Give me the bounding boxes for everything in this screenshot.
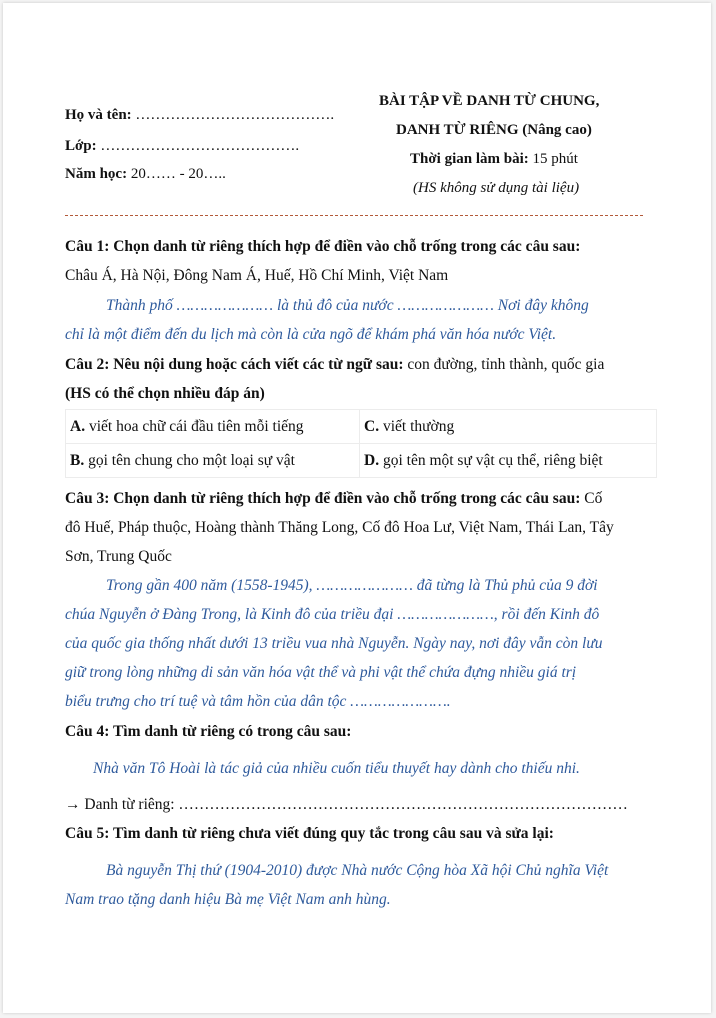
q2-option-c[interactable] xyxy=(360,410,657,444)
q4-sentence: Nhà văn Tô Hoài là tác giả của nhiều cuốn tiểu thuyết hay dành cho thiếu nhi. xyxy=(93,760,580,777)
option-letter: C. xyxy=(364,417,380,435)
class-line xyxy=(65,138,299,155)
option-letter: A. xyxy=(70,417,86,435)
q2-option-b[interactable] xyxy=(66,444,360,478)
worksheet-page xyxy=(3,3,711,1013)
option-letter: D. xyxy=(364,451,380,469)
q2-title xyxy=(65,356,604,374)
q5-title: Câu 5: Tìm danh từ riêng chưa viết đúng quy tắc trong câu sau và sửa lại: xyxy=(65,825,554,842)
year-value: 20…… - 20….. xyxy=(127,166,226,182)
q5-sentence-line1: Bà nguyễn Thị thứ (1904-2010) được Nhà nước Cộng hòa Xã hội Chủ nghĩa Việt xyxy=(106,862,609,879)
q2-option-a[interactable] xyxy=(66,410,360,444)
option-text: gọi tên chung cho một loại sự vật xyxy=(84,451,295,469)
q2-title-bold: Câu 2: Nêu nội dung hoặc cách viết các từ ngữ sau: xyxy=(65,356,404,373)
class-dots: …………………………………. xyxy=(96,138,300,154)
name-dots: …………………………………. xyxy=(131,107,335,123)
option-text: viết thường xyxy=(379,417,455,435)
class-label: Lớp: xyxy=(65,138,97,154)
q1-title: Câu 1: Chọn danh từ riêng thích hợp để điền vào chỗ trống trong các câu sau: xyxy=(65,238,581,255)
q1-passage-line1: Thành phố ………………… là thủ đô của nước ………………… Nơi đây không xyxy=(106,297,589,314)
option-text: gọi tên một sự vật cụ thể, riêng biệt xyxy=(379,451,603,469)
time-value: 15 phút xyxy=(528,151,578,167)
q2-option-d[interactable] xyxy=(360,444,657,478)
q2-options-table xyxy=(65,409,657,478)
school-year-line xyxy=(65,166,226,183)
time-label: Thời gian làm bài: xyxy=(410,151,529,167)
q4-answer-line[interactable]: → Danh từ riêng: …………………………………………………………………………… xyxy=(65,796,628,813)
name-label: Họ và tên: xyxy=(65,107,132,123)
option-text: viết hoa chữ cái đầu tiên mỗi tiếng xyxy=(85,417,304,435)
student-name-line xyxy=(65,107,334,124)
q3-passage-line5: biểu trưng cho trí tuệ và tâm hồn của dân tộc …………………. xyxy=(65,693,451,710)
q3-passage-line4: giữ trong lòng những di sản văn hóa vật thể và phi vật thể chứa đựng nhiều giá trị xyxy=(65,664,577,681)
q1-passage-line2: chỉ là một điểm đến du lịch mà còn là cửa ngõ để khám phá văn hóa nước Việt. xyxy=(65,326,557,343)
no-materials-note: (HS không sử dụng tài liệu) xyxy=(413,180,580,196)
q5-sentence-line2: Nam trao tặng danh hiệu Bà mẹ Việt Nam anh hùng. xyxy=(65,891,391,908)
year-label: Năm học: xyxy=(65,166,128,182)
option-letter: B. xyxy=(70,451,85,469)
worksheet-title-line2: DANH TỪ RIÊNG (Nâng cao) xyxy=(396,122,592,138)
q3-passage-line3: của quốc gia thống nhất dưới 13 triều vua nhà Nguyễn. Ngày nay, nơi đây vẫn còn lưu xyxy=(65,635,603,652)
time-line xyxy=(410,151,578,168)
header-divider xyxy=(65,215,643,216)
q4-title: Câu 4: Tìm danh từ riêng có trong câu sau: xyxy=(65,723,352,740)
q2-subtitle: (HS có thể chọn nhiều đáp án) xyxy=(65,385,265,402)
worksheet-title-line1: BÀI TẬP VỀ DANH TỪ CHUNG, xyxy=(379,93,600,109)
q3-options-line2: đô Huế, Pháp thuộc, Hoàng thành Thăng Long, Cố đô Hoa Lư, Việt Nam, Thái Lan, Tây xyxy=(65,519,614,536)
q3-title-bold: Câu 3: Chọn danh từ riêng thích hợp để điền vào chỗ trống trong các câu sau: xyxy=(65,490,581,507)
q3-options-line3: Sơn, Trung Quốc xyxy=(65,548,172,565)
q3-passage-line2: chúa Nguyễn ở Đàng Trong, là Kinh đô của triều đại …………………, rồi đến Kinh đô xyxy=(65,606,600,623)
q2-title-rest: con đường, tỉnh thành, quốc gia xyxy=(403,356,605,373)
q3-passage-line1: Trong gần 400 năm (1558-1945), ………………… đã từng là Thủ phủ của 9 đời xyxy=(106,577,598,594)
q1-options: Châu Á, Hà Nội, Đông Nam Á, Huế, Hồ Chí Minh, Việt Nam xyxy=(65,267,449,284)
q3-title-rest: Cố xyxy=(580,490,603,507)
q3-title xyxy=(65,490,602,508)
